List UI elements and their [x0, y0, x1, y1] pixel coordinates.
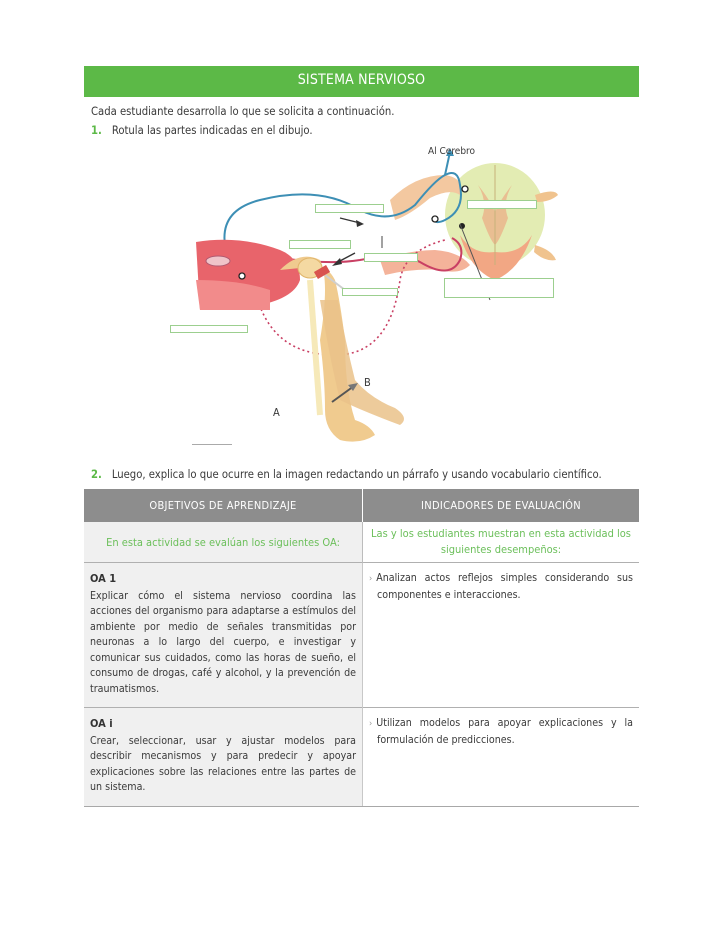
blank-label-box-1[interactable]: [315, 204, 384, 213]
objective-cell: [84, 563, 363, 708]
page-title: SISTEMA NERVIOSO: [297, 72, 426, 88]
objective-title: OA 1: [90, 572, 117, 585]
thigh-muscle: [196, 240, 300, 310]
question-text: Luego, explica lo que ocurre en la imagen redactando un párrafo y usando vocabulario científico.: [111, 468, 602, 481]
objective-description: Crear, seleccionar, usar y ajustar modelos para describir mecanismos y para predecir y apoyar explicaciones sobre las relaciones entre las partes de un sistema.: [90, 734, 356, 793]
subheader-indicators: Las y los estudiantes muestran en esta actividad los siguientes desempeños:: [363, 522, 640, 563]
question-2: [91, 468, 602, 481]
objective-title: OA i: [90, 717, 113, 730]
question-1: [91, 124, 313, 137]
bullet-icon: ›: [369, 574, 373, 584]
header-indicators: INDICADORES DE EVALUACIÓN: [363, 489, 640, 522]
subheader-objectives: En esta actividad se evalúan los siguientes OA:: [84, 522, 363, 563]
indicator-cell: [363, 708, 640, 807]
objective-cell: [84, 708, 363, 807]
blank-label-box-2[interactable]: [467, 200, 537, 209]
figure-bottom-rule: [192, 444, 232, 445]
reflex-arc-drawing: [160, 140, 560, 460]
indicator-cell: [363, 563, 640, 708]
table-row: [84, 563, 639, 708]
learning-objectives-table: [84, 489, 639, 807]
bullet-icon: ›: [369, 719, 373, 729]
blank-label-box-5[interactable]: [444, 278, 554, 298]
objective-description: Explicar cómo el sistema nervioso coordina las acciones del organismo para adaptarse a estímulos del ambiente por medio de señales transmitidas por neuronas a lo largo del cuerpo, e investigar y comunicar sus cuidados, como las horas de sueño, el consumo de drogas, café y alcohol, y la prevención de traumatismos.: [90, 589, 356, 695]
reflex-arc-illustration: [160, 140, 560, 460]
indicator-text: Utilizan modelos para apoyar explicaciones y la formulación de predicciones.: [376, 717, 633, 746]
label-a: A: [273, 406, 280, 419]
table-header-row: [84, 489, 639, 522]
blank-label-box-4[interactable]: [364, 253, 418, 262]
question-number: 2.: [91, 468, 102, 481]
section-title-banner: [84, 66, 639, 97]
question-text: Rotula las partes indicadas en el dibujo.: [111, 124, 313, 137]
blank-label-box-6[interactable]: [342, 288, 398, 296]
question-number: 1.: [91, 124, 102, 137]
blank-label-box-3[interactable]: [289, 240, 351, 249]
table-row: [84, 708, 639, 807]
blank-label-box-7[interactable]: [170, 325, 248, 333]
intro-text: Cada estudiante desarrolla lo que se solicita a continuación.: [91, 105, 395, 118]
table-subheader-row: [84, 522, 639, 563]
indicator-text: Analizan actos reflejos simples considerando sus componentes e interacciones.: [376, 572, 633, 601]
header-objectives: OBJETIVOS DE APRENDIZAJE: [84, 489, 363, 522]
to-brain-label: Al Cerebro: [428, 146, 476, 157]
label-b: B: [364, 376, 371, 389]
